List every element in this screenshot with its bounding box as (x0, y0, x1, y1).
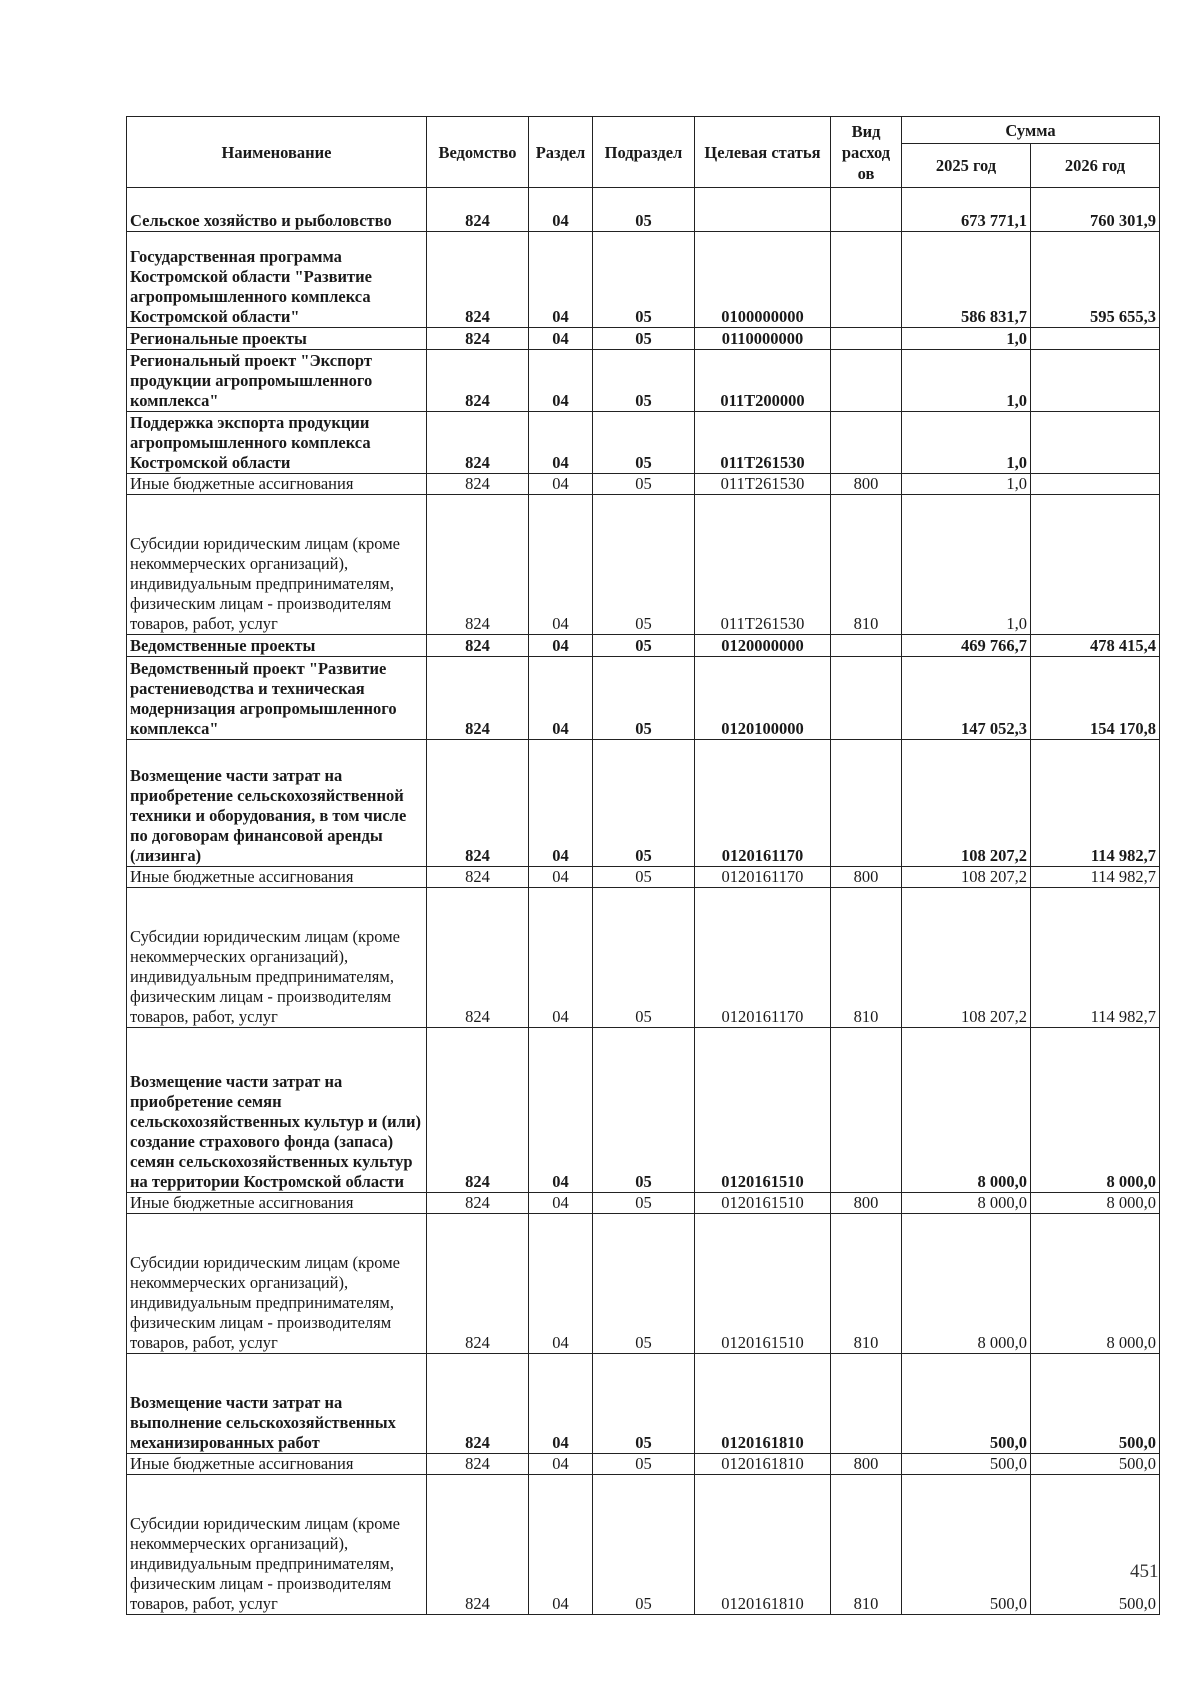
row-sum-2026: 114 982,7 (1031, 740, 1160, 867)
row-sum-2025: 500,0 (902, 1454, 1031, 1475)
table-row (127, 635, 1160, 657)
row-section: 04 (529, 474, 593, 495)
row-expense-type (831, 635, 902, 657)
table-row (127, 1354, 1160, 1454)
row-sum-2025: 1,0 (902, 328, 1031, 350)
row-subsection: 05 (593, 1475, 695, 1615)
row-name: Государственная программа Костромской области "Развитие агропромышленного комплекса Костромской области" (127, 232, 427, 328)
table-row (127, 1454, 1160, 1475)
row-name: Иные бюджетные ассигнования (127, 1193, 427, 1214)
row-expense-type (831, 232, 902, 328)
row-section: 04 (529, 657, 593, 740)
row-name: Региональный проект "Экспорт продукции агропромышленного комплекса" (127, 350, 427, 412)
row-sum-2025: 586 831,7 (902, 232, 1031, 328)
row-dept: 824 (427, 867, 529, 888)
row-name: Субсидии юридическим лицам (кроме некоммерческих организаций), индивидуальным предпринимателям, физическим лицам - производителям товаров, работ, услуг (127, 888, 427, 1028)
row-target: 0120000000 (695, 635, 831, 657)
row-section: 04 (529, 188, 593, 232)
row-sum-2026: 8 000,0 (1031, 1214, 1160, 1354)
row-dept: 824 (427, 1193, 529, 1214)
header-subsection: Подраздел (593, 117, 695, 188)
row-sum-2025: 469 766,7 (902, 635, 1031, 657)
table-row (127, 888, 1160, 1028)
table-row (127, 1475, 1160, 1615)
row-subsection: 05 (593, 635, 695, 657)
table-row (127, 1028, 1160, 1193)
row-expense-type (831, 328, 902, 350)
row-sum-2026: 500,0 (1031, 1354, 1160, 1454)
row-target: 011T261530 (695, 495, 831, 635)
row-target: 011T200000 (695, 350, 831, 412)
row-target: 0100000000 (695, 232, 831, 328)
row-dept: 824 (427, 635, 529, 657)
row-subsection: 05 (593, 1214, 695, 1354)
row-expense-type: 810 (831, 1214, 902, 1354)
row-dept: 824 (427, 1214, 529, 1354)
header-target: Целевая статья (695, 117, 831, 188)
row-expense-type (831, 412, 902, 474)
row-subsection: 05 (593, 188, 695, 232)
page-number: 451 (1130, 1561, 1159, 1582)
row-dept: 824 (427, 328, 529, 350)
row-target: 0120161510 (695, 1028, 831, 1193)
row-section: 04 (529, 740, 593, 867)
header-sum: Сумма (902, 117, 1160, 144)
row-section: 04 (529, 1454, 593, 1475)
row-sum-2026 (1031, 412, 1160, 474)
row-section: 04 (529, 1475, 593, 1615)
row-name: Субсидии юридическим лицам (кроме некоммерческих организаций), индивидуальным предпринимателям, физическим лицам - производителям товаров, работ, услуг (127, 1475, 427, 1615)
row-expense-type: 810 (831, 495, 902, 635)
row-sum-2025: 1,0 (902, 474, 1031, 495)
row-sum-2025: 500,0 (902, 1354, 1031, 1454)
header-expense-type: Вид расход ов (831, 117, 902, 188)
row-dept: 824 (427, 495, 529, 635)
row-section: 04 (529, 328, 593, 350)
table-body (127, 188, 1160, 1615)
row-target: 0120161810 (695, 1454, 831, 1475)
table-row (127, 657, 1160, 740)
row-dept: 824 (427, 188, 529, 232)
row-section: 04 (529, 412, 593, 474)
row-section: 04 (529, 635, 593, 657)
header-section: Раздел (529, 117, 593, 188)
header-dept: Ведомство (427, 117, 529, 188)
row-sum-2025: 108 207,2 (902, 888, 1031, 1028)
row-dept: 824 (427, 1454, 529, 1475)
row-subsection: 05 (593, 657, 695, 740)
row-subsection: 05 (593, 1354, 695, 1454)
row-sum-2025: 108 207,2 (902, 867, 1031, 888)
table-row (127, 1193, 1160, 1214)
row-sum-2026: 8 000,0 (1031, 1028, 1160, 1193)
table-row (127, 474, 1160, 495)
row-sum-2025: 1,0 (902, 350, 1031, 412)
row-name: Субсидии юридическим лицам (кроме некоммерческих организаций), индивидуальным предпринимателям, физическим лицам - производителям товаров, работ, услуг (127, 1214, 427, 1354)
row-expense-type (831, 188, 902, 232)
row-expense-type (831, 350, 902, 412)
row-section: 04 (529, 495, 593, 635)
row-expense-type (831, 657, 902, 740)
table-row (127, 495, 1160, 635)
row-target: 0120100000 (695, 657, 831, 740)
row-expense-type: 800 (831, 474, 902, 495)
row-subsection: 05 (593, 474, 695, 495)
row-name: Возмещение части затрат на приобретение сельскохозяйственной техники и оборудования, в том числе по договорам финансовой аренды (лизинга) (127, 740, 427, 867)
row-sum-2025: 8 000,0 (902, 1028, 1031, 1193)
row-sum-2026 (1031, 495, 1160, 635)
row-subsection: 05 (593, 867, 695, 888)
row-name: Поддержка экспорта продукции агропромышленного комплекса Костромской области (127, 412, 427, 474)
row-sum-2026 (1031, 474, 1160, 495)
row-section: 04 (529, 888, 593, 1028)
row-sum-2025: 500,0 (902, 1475, 1031, 1615)
row-dept: 824 (427, 1475, 529, 1615)
row-subsection: 05 (593, 1193, 695, 1214)
row-sum-2026 (1031, 350, 1160, 412)
row-target: 011T261530 (695, 474, 831, 495)
table-row (127, 328, 1160, 350)
row-name: Возмещение части затрат на приобретение семян сельскохозяйственных культур и (или) создание страхового фонда (запаса) семян сельскохозяйственных культур на территории Костромской области (127, 1028, 427, 1193)
row-target: 0120161510 (695, 1214, 831, 1354)
row-dept: 824 (427, 474, 529, 495)
row-sum-2025: 147 052,3 (902, 657, 1031, 740)
row-section: 04 (529, 1028, 593, 1193)
header-year-2026: 2026 год (1031, 144, 1160, 188)
row-dept: 824 (427, 412, 529, 474)
row-target (695, 188, 831, 232)
row-expense-type (831, 1028, 902, 1193)
header-name: Наименование (127, 117, 427, 188)
row-expense-type (831, 1354, 902, 1454)
row-name: Субсидии юридическим лицам (кроме некоммерческих организаций), индивидуальным предпринимателям, физическим лицам - производителям товаров, работ, услуг (127, 495, 427, 635)
row-target: 0110000000 (695, 328, 831, 350)
row-sum-2025: 1,0 (902, 412, 1031, 474)
row-sum-2026 (1031, 328, 1160, 350)
row-sum-2026: 8 000,0 (1031, 1193, 1160, 1214)
row-dept: 824 (427, 888, 529, 1028)
row-sum-2025: 8 000,0 (902, 1193, 1031, 1214)
row-target: 0120161170 (695, 867, 831, 888)
row-section: 04 (529, 1354, 593, 1454)
row-subsection: 05 (593, 350, 695, 412)
row-section: 04 (529, 1214, 593, 1354)
row-target: 0120161810 (695, 1354, 831, 1454)
row-name: Ведомственный проект "Развитие растениеводства и техническая модернизация агропромышленного комплекса" (127, 657, 427, 740)
table-row (127, 232, 1160, 328)
row-target: 011T261530 (695, 412, 831, 474)
row-sum-2026: 500,0 (1031, 1475, 1160, 1615)
budget-table (126, 116, 1160, 1615)
table-row (127, 188, 1160, 232)
row-section: 04 (529, 867, 593, 888)
row-name: Сельское хозяйство и рыболовство (127, 188, 427, 232)
row-subsection: 05 (593, 495, 695, 635)
row-sum-2026: 595 655,3 (1031, 232, 1160, 328)
row-subsection: 05 (593, 1454, 695, 1475)
row-sum-2025: 1,0 (902, 495, 1031, 635)
row-expense-type: 800 (831, 1193, 902, 1214)
table-row (127, 867, 1160, 888)
row-expense-type (831, 740, 902, 867)
row-sum-2025: 673 771,1 (902, 188, 1031, 232)
table-row (127, 412, 1160, 474)
row-sum-2026: 114 982,7 (1031, 867, 1160, 888)
table-header (127, 117, 1160, 188)
row-expense-type: 810 (831, 888, 902, 1028)
row-dept: 824 (427, 740, 529, 867)
row-sum-2025: 8 000,0 (902, 1214, 1031, 1354)
row-expense-type: 800 (831, 867, 902, 888)
row-subsection: 05 (593, 412, 695, 474)
row-sum-2026: 114 982,7 (1031, 888, 1160, 1028)
row-name: Возмещение части затрат на выполнение сельскохозяйственных механизированных работ (127, 1354, 427, 1454)
row-name: Иные бюджетные ассигнования (127, 474, 427, 495)
row-target: 0120161810 (695, 1475, 831, 1615)
row-sum-2026: 478 415,4 (1031, 635, 1160, 657)
row-dept: 824 (427, 1354, 529, 1454)
row-subsection: 05 (593, 740, 695, 867)
header-year-2025: 2025 год (902, 144, 1031, 188)
row-dept: 824 (427, 1028, 529, 1193)
row-dept: 824 (427, 350, 529, 412)
table-row (127, 1214, 1160, 1354)
table-row (127, 350, 1160, 412)
row-sum-2026: 500,0 (1031, 1454, 1160, 1475)
row-sum-2025: 108 207,2 (902, 740, 1031, 867)
row-section: 04 (529, 232, 593, 328)
row-subsection: 05 (593, 888, 695, 1028)
row-name: Иные бюджетные ассигнования (127, 867, 427, 888)
table-row (127, 740, 1160, 867)
row-expense-type: 810 (831, 1475, 902, 1615)
row-target: 0120161510 (695, 1193, 831, 1214)
row-subsection: 05 (593, 232, 695, 328)
row-target: 0120161170 (695, 888, 831, 1028)
row-section: 04 (529, 350, 593, 412)
row-subsection: 05 (593, 328, 695, 350)
row-expense-type: 800 (831, 1454, 902, 1475)
row-section: 04 (529, 1193, 593, 1214)
row-target: 0120161170 (695, 740, 831, 867)
row-sum-2026: 154 170,8 (1031, 657, 1160, 740)
row-dept: 824 (427, 657, 529, 740)
row-subsection: 05 (593, 1028, 695, 1193)
row-sum-2026: 760 301,9 (1031, 188, 1160, 232)
row-dept: 824 (427, 232, 529, 328)
row-name: Иные бюджетные ассигнования (127, 1454, 427, 1475)
row-name: Ведомственные проекты (127, 635, 427, 657)
row-name: Региональные проекты (127, 328, 427, 350)
